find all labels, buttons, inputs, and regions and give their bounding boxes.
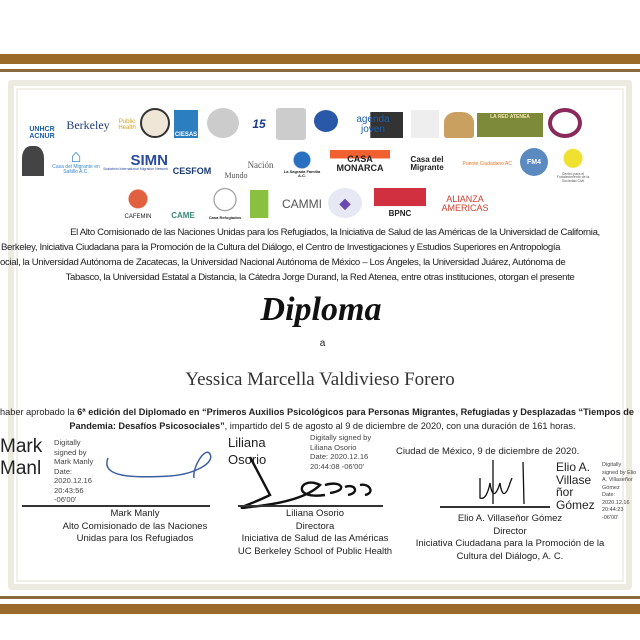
- logo-centro-fortalecimiento: Centro para el Fortalecimiento de la Sociedad Civil: [556, 145, 590, 183]
- logo-agenda-joven: agenda joven: [343, 112, 403, 138]
- signer1-digital-signature: [54, 438, 93, 505]
- logo-cafemin: CAFEMIN: [118, 186, 158, 220]
- logo-15: 15: [252, 117, 266, 131]
- sig-text: Villase: [556, 472, 592, 487]
- course-description-2: [0, 419, 640, 434]
- signer3-handwritten-signature: [460, 458, 540, 508]
- logo-mundo-nacion: [220, 150, 278, 180]
- logo-statue: [444, 112, 474, 138]
- logo-unam-seal: [276, 108, 306, 140]
- intro-line: Berkeley, Iniciativa Ciudadana para la Promoción de la Cultura del Diálogo, el Centro de Investigaciones y Estudios Superiores en Antropología: [1, 242, 561, 253]
- ds-line: -06'00': [602, 514, 619, 521]
- ds-line: Digitally: [54, 438, 81, 447]
- signer2-name: Liliana Osorio: [285, 508, 345, 519]
- logo-casa-refugiados: Casa Refugiados: [208, 186, 242, 220]
- logo-casa-migrante-quinta: [52, 146, 100, 176]
- logo-uned: [314, 110, 338, 132]
- bottom-border-line: [0, 596, 640, 599]
- ds-line: Date:: [54, 466, 73, 476]
- ds-line: Mark Manly: [54, 457, 94, 466]
- sig-text: Elio A.: [556, 460, 591, 474]
- ds-line: Gómez: [602, 484, 620, 491]
- logo-sagrada-familia: La Sagrada Familia A.C.: [282, 148, 322, 178]
- logo-came: CAME: [171, 211, 195, 220]
- sig-text: Mark: [0, 436, 43, 457]
- sig-text: Gómez: [556, 497, 595, 512]
- course-text: haber aprobado la: [0, 407, 78, 417]
- logo-puente-ciudadano: Puente Ciudadano AC: [462, 160, 512, 167]
- logo-casa-del-migrante: Casa del Migrante: [410, 155, 444, 172]
- signer2-role: Directora: [295, 520, 335, 532]
- ds-line: Digitally: [602, 462, 622, 468]
- signer2-block: [215, 508, 415, 558]
- ds-line: Date: 2020.12.16: [310, 452, 369, 461]
- logo-public-health: Public Health: [118, 119, 136, 131]
- signer3-big-name: [556, 461, 595, 511]
- signer2-org1: Iniciativa de Salud de las Américas: [241, 533, 389, 544]
- logo-label: SIMN: [130, 151, 168, 169]
- signer1-big-name: [0, 436, 42, 480]
- course-dates: , impartido del 5 de agosto al 9 de diciembre de 2020, con una duración de 161 horas.: [224, 421, 576, 431]
- ds-line: signed by: [54, 447, 87, 457]
- signer1-org: Unidas para los Refugiados: [76, 533, 194, 544]
- signer3-org1: Iniciativa Ciudadana para la Promoción de la: [415, 538, 605, 549]
- signer1-handwritten-signature: [100, 448, 220, 488]
- signer3-org2: Cultura del Diálogo, A. C.: [456, 550, 564, 562]
- course-name: 6ª edición del Diplomado en “Primeros Auxilios Psicológicos para Personas Migrantes, Refugiadas y Desplazadas “Tiempos de: [77, 407, 634, 417]
- top-border-band: [0, 54, 640, 64]
- course-name-cont: Pandemia: Desafíos Psicosociales”: [69, 421, 225, 431]
- recipient-name: Yessica Marcella Valdivieso Forero: [185, 369, 455, 390]
- intro-line: Tabasco, la Universidad Estatal a Distancia, la Cátedra Jorge Durand, la Red Atenea, entre otras instituciones, otorgan el presente: [65, 272, 575, 283]
- logo-purple-circle: [548, 108, 582, 138]
- course-description: [0, 405, 640, 420]
- logo-sublabel: Scalabrini International Migration Network: [103, 166, 168, 171]
- logo-label: Mundo: [224, 171, 248, 180]
- bottom-border-band: [0, 604, 640, 614]
- ds-line: 20:44:08 -06'00': [310, 461, 364, 471]
- signer1-role: Alto Comisionado de las Naciones: [62, 520, 208, 532]
- logo-ciesas: CIESAS: [174, 110, 198, 138]
- signer3-block: [400, 513, 620, 563]
- logo-simn: [98, 148, 168, 176]
- ds-line: Date:: [602, 492, 616, 498]
- place-date: Ciudad de México, 9 de diciembre de 2020.: [396, 446, 580, 457]
- logo-fm4: FM4: [520, 148, 548, 176]
- signer1-name: Mark Manly: [110, 508, 160, 519]
- logo-bpnc: BPNC: [374, 188, 426, 218]
- ds-line: -06'00': [54, 495, 77, 504]
- logo-berkeley: Berkeley: [66, 118, 110, 132]
- logo-uaz-seal: [207, 108, 239, 138]
- intro-line: ocial, la Universidad Autónoma de Zacatecas, la Universidad Nacional Autónoma de México – Los Ángeles, la Universidad Juárez, Autónoma de: [0, 257, 566, 268]
- logo-casa-monarca: CASA MONARCA: [330, 150, 390, 178]
- house-icon: ⌂: [70, 146, 82, 166]
- preposition-a: a: [319, 338, 326, 349]
- signer1-line: [22, 505, 210, 507]
- sig-text: Manl: [0, 458, 42, 479]
- signer3-name: Elio A. Villaseñor Gómez: [457, 513, 563, 524]
- ds-line: signed by Elio: [602, 469, 637, 476]
- logo-cammi: CAMMI: [250, 190, 322, 218]
- diploma-title: Diploma: [260, 291, 382, 328]
- logo-alianza-americas: ALIANZA AMERICAS: [441, 194, 489, 213]
- ds-line: 2020.12.16: [54, 476, 93, 485]
- signer2-line: [238, 505, 383, 507]
- signer3-line: [440, 506, 550, 508]
- signer3-role: Director: [493, 525, 527, 537]
- signer1-block: [40, 508, 230, 546]
- ds-line: 20:43:56: [54, 485, 84, 495]
- sig-text: ñor: [556, 485, 574, 499]
- top-border-line: [0, 69, 640, 72]
- logo-cesfom: CESFOM: [172, 166, 212, 176]
- ds-line: Digitally signed by: [310, 433, 372, 442]
- logo-centro-derechos-humanos: ◆: [328, 188, 362, 218]
- sig-text: Osorio: [228, 452, 267, 467]
- logo-label: Nación: [247, 159, 274, 170]
- sig-text: Liliana: [228, 435, 266, 450]
- logo-casa-migrante-saltillo: [22, 146, 44, 176]
- ds-line: 20:44:23: [602, 507, 624, 513]
- logo-label: Casa del Migrante en Saltillo A.C.: [52, 164, 100, 175]
- logo-red-atenea: LA RED ATENEA: [477, 113, 543, 137]
- ds-line: 2020.12.16: [602, 499, 630, 506]
- intro-line: El Alto Comisionado de las Naciones Unidas para los Refugiados, la Iniciativa de Salud de las Américas de la Universidad de California,: [70, 227, 600, 238]
- ds-line: Liliana Osorio: [310, 442, 357, 452]
- logo-seal-butterfly: [140, 108, 170, 138]
- logo-figures: [411, 110, 439, 138]
- signer2-org2: UC Berkeley School of Public Health: [237, 545, 393, 557]
- logo-unhcr: UNHCR ACNUR: [29, 126, 55, 140]
- ds-line: A. Villaseñor: [602, 477, 633, 483]
